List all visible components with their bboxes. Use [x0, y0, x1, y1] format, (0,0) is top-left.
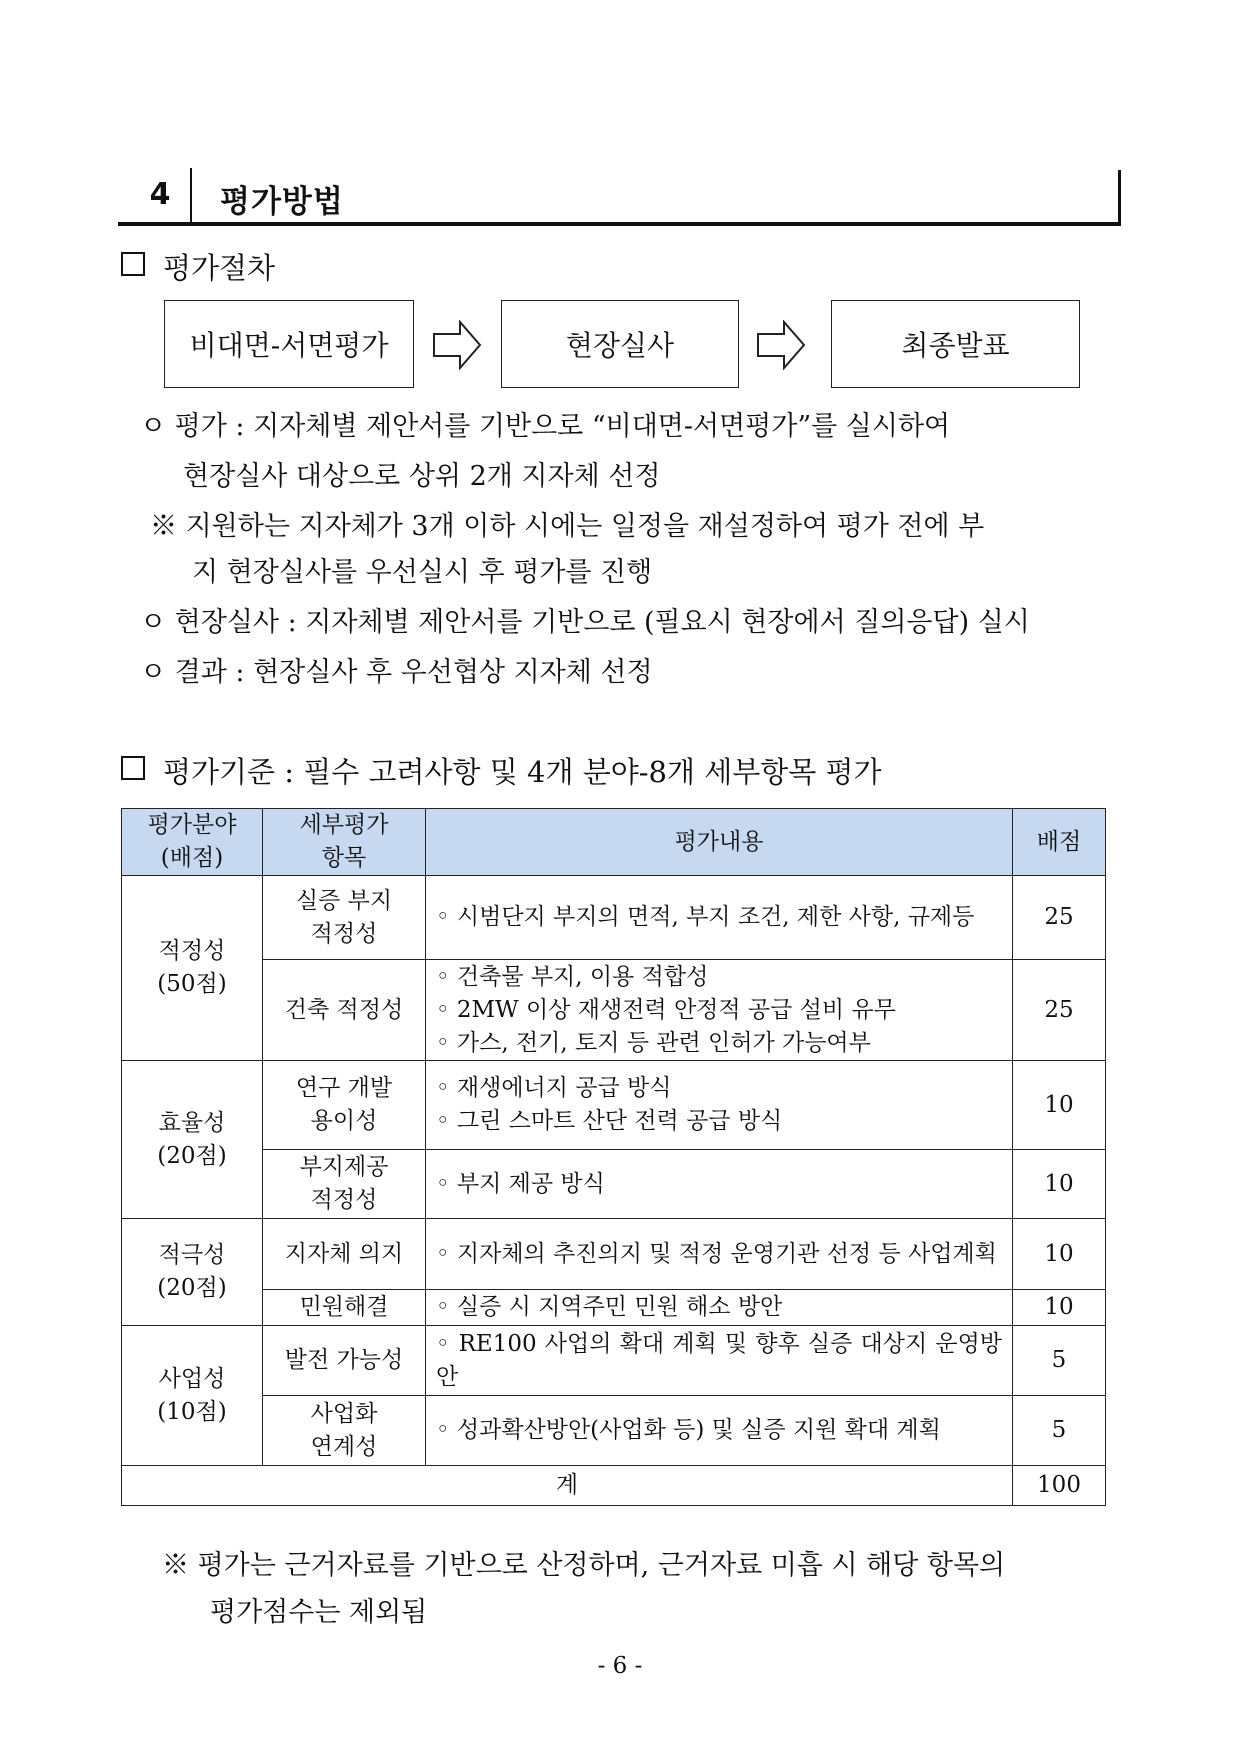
total-row [122, 1466, 1106, 1506]
right-arrow-icon [756, 320, 806, 370]
score-cell: 10 [1013, 1150, 1106, 1219]
content-cell: ◦ 실증 시 지역주민 민원 해소 방안 [426, 1290, 1013, 1326]
item-cell: 부지제공 적정성 [263, 1150, 426, 1219]
table-row [122, 876, 1106, 960]
page-number: - 6 - [597, 1653, 643, 1679]
footnote-line2: 평가점수는 제외됨 [210, 1597, 428, 1628]
table-row [122, 1396, 1106, 1466]
score-cell: 5 [1013, 1326, 1106, 1396]
flow-step-1: 비대면-서면평가 [164, 300, 414, 388]
score-cell: 10 [1013, 1219, 1106, 1290]
table-row [122, 1150, 1106, 1219]
checkbox-icon [121, 756, 145, 780]
area-cell: 적정성 (50점) [122, 876, 263, 1061]
section-divider [190, 168, 192, 222]
bullet-evaluation-line2: 현장실사 대상으로 상위 2개 지자체 선정 [183, 461, 661, 492]
checkbox-icon [121, 252, 145, 276]
bullet-evaluation-line1: ㅇ 평가 : 지자체별 제안서를 기반으로 “비대면-서면평가”를 실시하여 [140, 411, 951, 442]
header-content: 평가내용 [426, 809, 1013, 876]
flow-step-2: 현장실사 [501, 300, 739, 388]
item-cell: 연구 개발 용이성 [263, 1061, 426, 1150]
procedure-heading: 평가절차 [163, 251, 276, 285]
content-cell: ◦ 재생에너지 공급 방식 ◦ 그린 스마트 산단 전력 공급 방식 [426, 1061, 1013, 1150]
note-reschedule-line1: ※ 지원하는 지자체가 3개 이하 시에는 일정을 재설정하여 평가 전에 부 [150, 511, 985, 542]
header-area: 평가분야 (배점) [122, 809, 263, 876]
area-cell: 효율성 (20점) [122, 1061, 263, 1219]
right-arrow-icon [432, 320, 482, 370]
total-label: 계 [122, 1466, 1013, 1506]
flow-step-3: 최종발표 [831, 300, 1080, 388]
section-underline [118, 222, 1121, 226]
content-cell: ◦ RE100 사업의 확대 계획 및 향후 실증 대상지 운영방안 [426, 1326, 1013, 1396]
total-score: 100 [1013, 1466, 1106, 1506]
table-row [122, 960, 1106, 1061]
item-cell: 민원해결 [263, 1290, 426, 1326]
content-cell: ◦ 지자체의 추진의지 및 적정 운영기관 선정 등 사업계획 [426, 1219, 1013, 1290]
item-cell: 건축 적정성 [263, 960, 426, 1061]
score-cell: 10 [1013, 1290, 1106, 1326]
content-cell: ◦ 시범단지 부지의 면적, 부지 조건, 제한 사항, 규제등 [426, 876, 1013, 960]
area-cell: 적극성 (20점) [122, 1219, 263, 1326]
header-score: 배점 [1013, 809, 1106, 876]
section-title: 평가방법 [220, 184, 344, 220]
bullet-result: ㅇ 결과 : 현장실사 후 우선협상 지자체 선정 [140, 657, 653, 688]
criteria-table [121, 808, 1106, 1506]
table-row [122, 1326, 1106, 1396]
note-reschedule-line2: 지 현장실사를 우선실시 후 평가를 진행 [192, 557, 653, 588]
table-header-row [122, 809, 1106, 876]
bullet-site-visit: ㅇ 현장실사 : 지자체별 제안서를 기반으로 (필요시 현장에서 질의응답) 실시 [140, 607, 1030, 638]
item-cell: 사업화 연계성 [263, 1396, 426, 1466]
header-item: 세부평가 항목 [263, 809, 426, 876]
criteria-heading: 평가기준 : 필수 고려사항 및 4개 분야-8개 세부항목 평가 [163, 755, 882, 789]
section-number: 4 [149, 177, 171, 212]
table-row [122, 1290, 1106, 1326]
score-cell: 25 [1013, 876, 1106, 960]
footnote-line1: ※ 평가는 근거자료를 기반으로 산정하며, 근거자료 미흡 시 해당 항목의 [162, 1550, 1006, 1581]
section-right-cap [1118, 170, 1121, 226]
table-row [122, 1061, 1106, 1150]
content-cell: ◦ 성과확산방안(사업화 등) 및 실증 지원 확대 계획 [426, 1396, 1013, 1466]
score-cell: 10 [1013, 1061, 1106, 1150]
item-cell: 지자체 의지 [263, 1219, 426, 1290]
table-row [122, 1219, 1106, 1290]
item-cell: 실증 부지 적정성 [263, 876, 426, 960]
content-cell: ◦ 건축물 부지, 이용 적합성 ◦ 2MW 이상 재생전력 안정적 공급 설비 유무 ◦ 가스, 전기, 토지 등 관련 인허가 가능여부 [426, 960, 1013, 1061]
score-cell: 5 [1013, 1396, 1106, 1466]
content-cell: ◦ 부지 제공 방식 [426, 1150, 1013, 1219]
item-cell: 발전 가능성 [263, 1326, 426, 1396]
area-cell: 사업성 (10점) [122, 1326, 263, 1466]
score-cell: 25 [1013, 960, 1106, 1061]
